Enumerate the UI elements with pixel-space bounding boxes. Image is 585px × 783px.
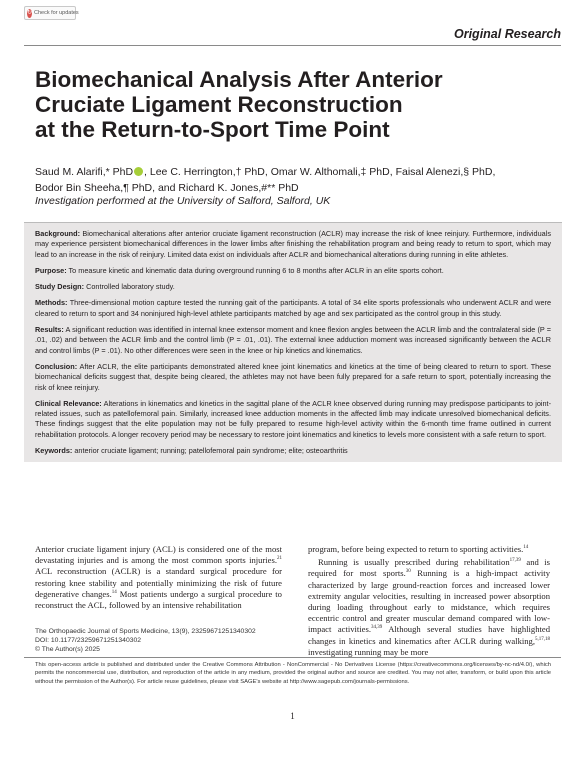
- body-text: program, before being expected to return to sporting activities.: [308, 544, 524, 554]
- reference[interactable]: 17,39: [509, 558, 521, 564]
- reference[interactable]: 30: [405, 569, 411, 575]
- license-text: This open-access article is published and distributed under the Creative Commons Attribution - NonCommercial - No Derivatives License (https://creativecommons.org/licenses/by-nc-nd/4.0/), which permits the noncommercial use, distribution, and reproduction of the article in any medium, provided the original author and source are credited. You may not alter, transform, or build upon this article without the permission of the Author(s). For article reuse guidelines, please visit SAGE's website at http://www.sagepub.com/journals-permissions.: [35, 662, 551, 685]
- body-text: investigating running may be more: [308, 646, 429, 657]
- keywords-text: anterior cruciate ligament; running; patellofemoral pain syndrome; elite; osteoarthritis: [74, 446, 348, 456]
- refresh-icon: ↻: [27, 10, 33, 16]
- authors-rest: , Lee C. Herrington,† PhD, Omar W. Althomali,‡ PhD, Faisal Alenezi,§ PhD,: [144, 166, 496, 178]
- author-alarifi: Saud M. Alarifi,* PhD: [35, 166, 134, 178]
- check-for-updates-badge[interactable]: [24, 6, 79, 20]
- header-divider: [24, 45, 561, 46]
- relevance-label: Clinical Relevance:: [35, 398, 102, 408]
- reference[interactable]: 34,39: [371, 625, 383, 631]
- body-text: Running is usually prescribed during rehabilitation: [318, 557, 510, 568]
- badge-label: Check for updates: [34, 10, 79, 16]
- keywords-label: Keywords:: [35, 446, 73, 456]
- title-line: Cruciate Ligament Reconstruction: [35, 92, 403, 117]
- relevance-text: Alterations in kinematics and kinetics in the sagittal plane of the ACLR knee observed during running may predispose participants to joint-related issues, such as patellofemoral pain. Similarly, increased knee adduction moments in the affected limb may indicate unresolved biomechanical deficits. These findings suggest that the elite population may not be fully prepared to resume high-level activity within the 6-month time frame outlined in current rehabilitation protocols. A longer recovery period may be necessary to restore joint kinematics and kinetics to levels more consistent with a safe return to sport.: [35, 398, 552, 439]
- page-number: 1: [290, 711, 295, 721]
- reference[interactable]: 14: [523, 545, 529, 551]
- journal-citation: [35, 628, 285, 654]
- reference[interactable]: 21: [277, 556, 282, 562]
- author-list: [35, 164, 560, 196]
- design-label: Study Design:: [35, 282, 85, 292]
- body-text: Most patients undergo a surgical procedure to reconstruct the ACL, followed by an intensive rehabilitation: [35, 588, 282, 611]
- background-text: Biomechanical alterations after anterior cruciate ligament reconstruction (ACLR) may increase the risk of knee reinjury. Furthermore, individuals may experience persistent biomechanical differences in the lower limbs after finishing the rehabilitation program and being ready to return to sport, which may lead to an increase in the risk of reinjury. Limited data exist on individuals after ACLR and biomechanical alterations during running in elite athletes.: [35, 229, 551, 259]
- body-text: Anterior cruciate ligament injury (ACL) is considered one of the most devastating injuries and is among the most common sports injuries.: [35, 544, 282, 566]
- background-label: Background:: [35, 229, 80, 238]
- authors-line-2: Bodor Bin Sheeha,¶ PhD, and Richard K. Jones,#** PhD: [35, 182, 299, 194]
- copyright: © The Author(s) 2025: [35, 645, 100, 653]
- abstract-box: [24, 222, 562, 462]
- purpose-label: Purpose:: [35, 265, 67, 275]
- body-text: ACL reconstruction (ACLR) is a standard surgical procedure for restoring knee stability and potentially minimizing the risk of future degenerative changes.: [35, 566, 282, 599]
- body-text: Although several studies have highlighted changes in kinetics and kinematics after ACLR during walking,: [308, 624, 550, 646]
- conclusion-label: Conclusion:: [35, 361, 78, 371]
- article-title: [35, 67, 555, 142]
- title-line: Biomechanical Analysis After Anterior: [35, 67, 443, 92]
- reference[interactable]: 14: [111, 589, 117, 595]
- body-column-left: [35, 544, 282, 611]
- methods-label: Methods:: [35, 298, 68, 308]
- title-line: at the Return-to-Sport Time Point: [35, 117, 390, 142]
- conclusion-text: After ACLR, the elite participants demonstrated altered knee joint kinematics and kinetics at the time of being cleared to return to sport. These biomechanical deficits suggest that, despite being cleared, the athletes may not have been fully prepared for a safe return to sport, potentially increasing the risk of knee reinjury.: [35, 361, 552, 392]
- design-text: Controlled laboratory study.: [86, 282, 175, 292]
- methods-text: Three-dimensional motion capture tested the running gait of the participants. A total of 34 elite sports professionals who underwent ACLR and were cleared to return to sport and 34 noninjured high-level athlete participants matched by age and sex participated as the control group in this study.: [35, 298, 551, 318]
- results-text: A significant reduction was identified in internal knee extensor moment and knee flexion angles between the ACLR limb and the contralateral side (P = .01, .02) and between the ACLR limb and the control limb (P = .01, .01). The external knee adduction moment was increased significantly between the ACLR and control limbs (P = .01). No other differences were seen in the knee or hip kinetics and kinematics.: [35, 325, 552, 355]
- body-column-right: [308, 544, 550, 658]
- reference[interactable]: 5,17,18: [535, 636, 550, 642]
- journal-line: The Orthopaedic Journal of Sports Medicine, 13(9), 23259671251340302: [35, 628, 256, 635]
- affiliation: Investigation performed at the University of Salford, Salford, UK: [35, 195, 331, 207]
- section-label: Original Research: [454, 27, 561, 41]
- body-text: and is required for most sports.: [308, 557, 551, 579]
- purpose-text: To measure kinetic and kinematic data during overground running 6 to 8 months after ACLR in an elite sports cohort.: [68, 265, 444, 275]
- results-label: Results:: [35, 325, 64, 335]
- orcid-icon[interactable]: [134, 167, 143, 176]
- footer-divider: [24, 657, 561, 658]
- body-text: Running is a high-impact activity characterized by large ground-reaction forces and increased lower extremity angular velocities, resulting in increased power absorption during loading throughout early to midstance, which requires eccentric control and greater muscular demand compared with low-impact activities.: [308, 568, 550, 635]
- doi-link[interactable]: DOI: 10.1177/23259671251340302: [35, 636, 142, 644]
